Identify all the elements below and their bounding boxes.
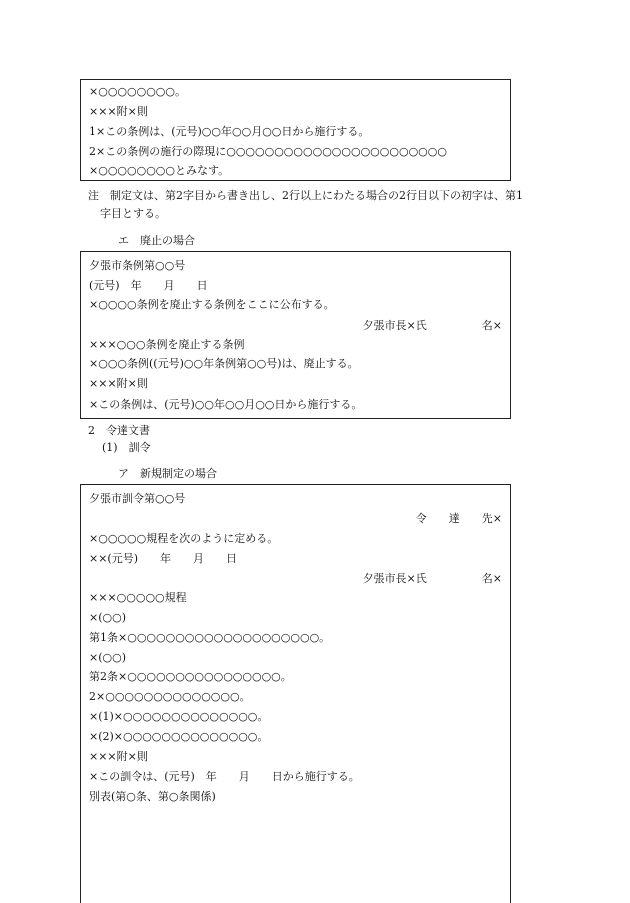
heading-new-enactment: ア 新規制定の場合 — [118, 467, 217, 480]
box1-line-2: ×××附×則 — [89, 105, 148, 118]
box2-signature: 夕張市長×氏 名× — [362, 319, 502, 332]
box-instruction — [80, 484, 511, 903]
box3-recipient-row — [89, 511, 502, 527]
box3-line-10: 第2条×○○○○○○○○○○○○○○○○。 — [89, 670, 292, 683]
box1-line-3: 1×この条例は、(元号)○○年○○月○○日から施行する。 — [89, 125, 370, 138]
heading-repeal-case: エ 廃止の場合 — [118, 234, 195, 247]
box2-line-5: ×××○○○条例を廃止する条例 — [89, 338, 245, 351]
box3-line-15: ×この訓令は、(元号) 年 月 日から施行する。 — [89, 770, 360, 783]
box3-line-1: 夕張市訓令第○○号 — [89, 492, 186, 505]
box3-line-4: ××(元号) 年 月 日 — [89, 552, 238, 565]
box3-line-14: ×××附×則 — [89, 750, 148, 763]
box3-signature: 夕張市長×氏 名× — [362, 572, 502, 585]
box3-line-3: ×○○○○○規程を次のように定める。 — [89, 532, 279, 545]
box2-line-8: ×この条例は、(元号)○○年○○月○○日から施行する。 — [89, 398, 363, 411]
box3-line-12: ×(1)×○○○○○○○○○○○○○○。 — [89, 710, 269, 723]
box3-line-6: ×××○○○○○規程 — [89, 591, 187, 604]
box1-line-4: 2×この条例の施行の際現に○○○○○○○○○○○○○○○○○○○○○○○ — [89, 145, 447, 158]
box3-signature-row — [89, 571, 502, 587]
box2-line-1: 夕張市条例第○○号 — [89, 259, 186, 272]
note-line-2: 字目とする。 — [100, 207, 166, 220]
box2-line-7: ×××附×則 — [89, 377, 148, 390]
box2-line-6: ×○○○条例((元号)○○年条例第○○号)は、廃止する。 — [89, 357, 359, 370]
box-ordinance-supplementary — [80, 79, 511, 181]
box3-line-16: 別表(第○条、第○条関係) — [89, 790, 216, 803]
box2-signature-row — [89, 318, 502, 334]
box2-line-3: ×○○○○条例を廃止する条例をここに公布する。 — [89, 298, 335, 311]
note-line-1: 注 制定文は、第2字目から書き出し、2行以上にわたる場合の2行目以下の初字は、第1 — [88, 189, 523, 202]
box3-line-13: ×(2)×○○○○○○○○○○○○○○。 — [89, 730, 269, 743]
box3-line-7: ×(○○) — [89, 611, 126, 624]
box3-line-11: 2×○○○○○○○○○○○○○○。 — [89, 690, 251, 703]
box3-line-9: ×(○○) — [89, 651, 126, 664]
box2-line-2: (元号) 年 月 日 — [89, 279, 208, 292]
section-2-heading: 2 令達文書 — [88, 424, 150, 437]
box1-line-5: ×○○○○○○○○とみなす。 — [89, 164, 230, 177]
box3-line-8: 第1条×○○○○○○○○○○○○○○○○○○○○。 — [89, 631, 331, 644]
box-repeal-ordinance — [80, 251, 511, 419]
box3-recipient: 令 達 先× — [415, 512, 502, 525]
box1-line-1: ×○○○○○○○○。 — [89, 85, 187, 98]
section-2-1-heading: (1) 訓令 — [102, 441, 151, 454]
